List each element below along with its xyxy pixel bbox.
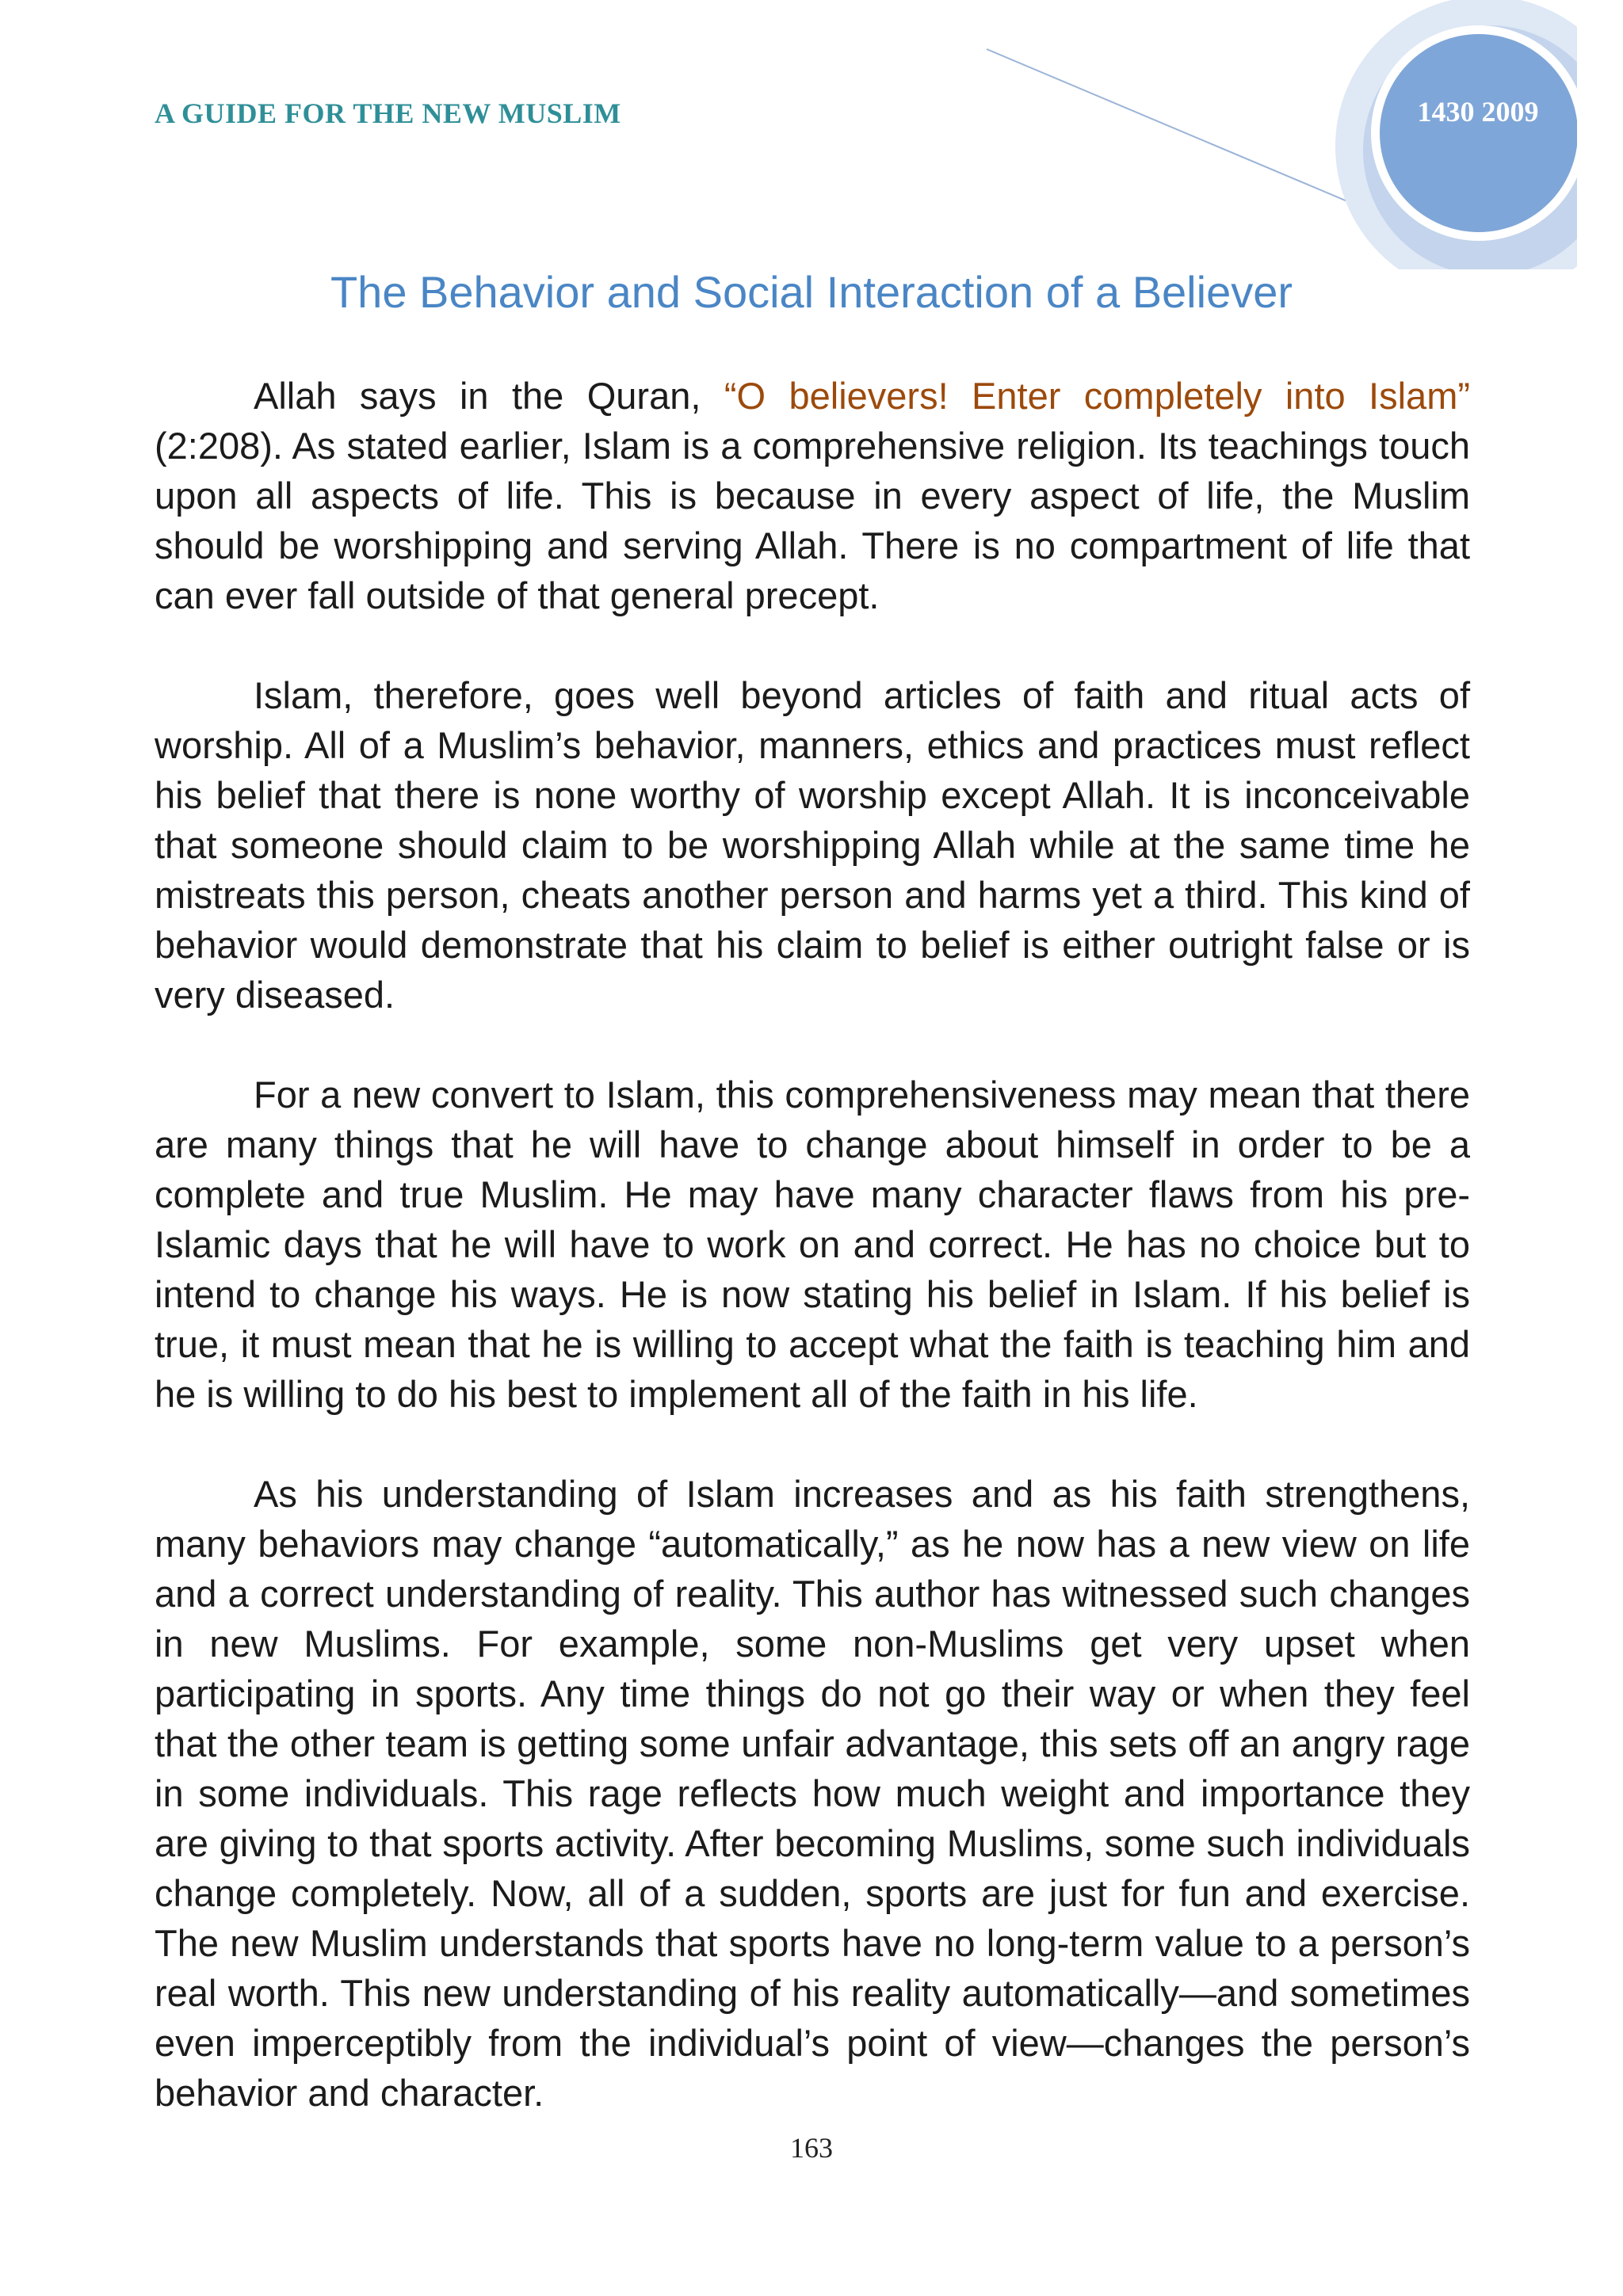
year-badge-label: 1430 2009 bbox=[1417, 96, 1539, 128]
paragraph-1-rest: (2:208). As stated earlier, Islam is a comprehensive religion. Its teachings touch upon all aspects of life. This is because in every aspect of life, the Muslim should be worshipping and serving Allah. There is no compartment of life that can ever fall outside of that general precept. bbox=[155, 425, 1470, 616]
paragraph-3: For a new convert to Islam, this comprehensiveness may mean that there are many things that he will have to change about himself in order to be a complete and true Muslim. He may have many character flaws from his pre-Islamic days that he will have to work on and correct. He has no choice but to intend to change his ways. He is now stating his belief in Islam. If his belief is true, it must mean that he is willing to accept what the faith is teaching him and he is willing to do his best to implement all of the faith in his life. bbox=[155, 1074, 1470, 1415]
paragraph-4: As his understanding of Islam increases and as his faith strengthens, many behaviors may change “automatically,” as he now has a new view on life and a correct understanding of reality. This author has witnessed such changes in new Muslims. For example, some non-Muslims get very upset when participating in sports. Any time things do not go their way or when they feel that the other team is getting some unfair advantage, this sets off an angry rage in some individuals. This rage reflects how much weight and importance they are giving to that sports activity. After becoming Muslims, some such individuals change completely. Now, all of a sudden, sports are just for fun and exercise. The new Muslim understands that sports have no long-term value to a person’s real worth. This new understanding of his reality automatically—and sometimes even imperceptibly from the individual’s point of view—changes the person’s behavior and character. bbox=[155, 1473, 1470, 2114]
corner-circle-decoration bbox=[0, 0, 1623, 269]
paragraph-1-intro: Allah says in the Quran, bbox=[254, 375, 724, 417]
paragraph-1 bbox=[155, 371, 1470, 620]
quran-quote: “O believers! Enter completely into Islam” bbox=[724, 375, 1470, 417]
running-header-title: A GUIDE FOR THE NEW MUSLIM bbox=[155, 97, 621, 129]
page-number: 163 bbox=[790, 2132, 833, 2164]
year-badge-circle bbox=[1380, 34, 1578, 232]
chapter-title: The Behavior and Social Interaction of a Believer bbox=[330, 267, 1293, 317]
body-text bbox=[155, 371, 1470, 2168]
right-edge-mask bbox=[1577, 0, 1623, 269]
paragraph-2: Islam, therefore, goes well beyond articles of faith and ritual acts of worship. All of a Muslim’s behavior, manners, ethics and practices must reflect his belief that there is none worthy of worship except Allah. It is inconceivable that someone should claim to be worshipping Allah while at the same time he mistreats this person, cheats another person and harms yet a third. This kind of behavior would demonstrate that his claim to belief is either outright false or is very diseased. bbox=[155, 674, 1470, 1016]
